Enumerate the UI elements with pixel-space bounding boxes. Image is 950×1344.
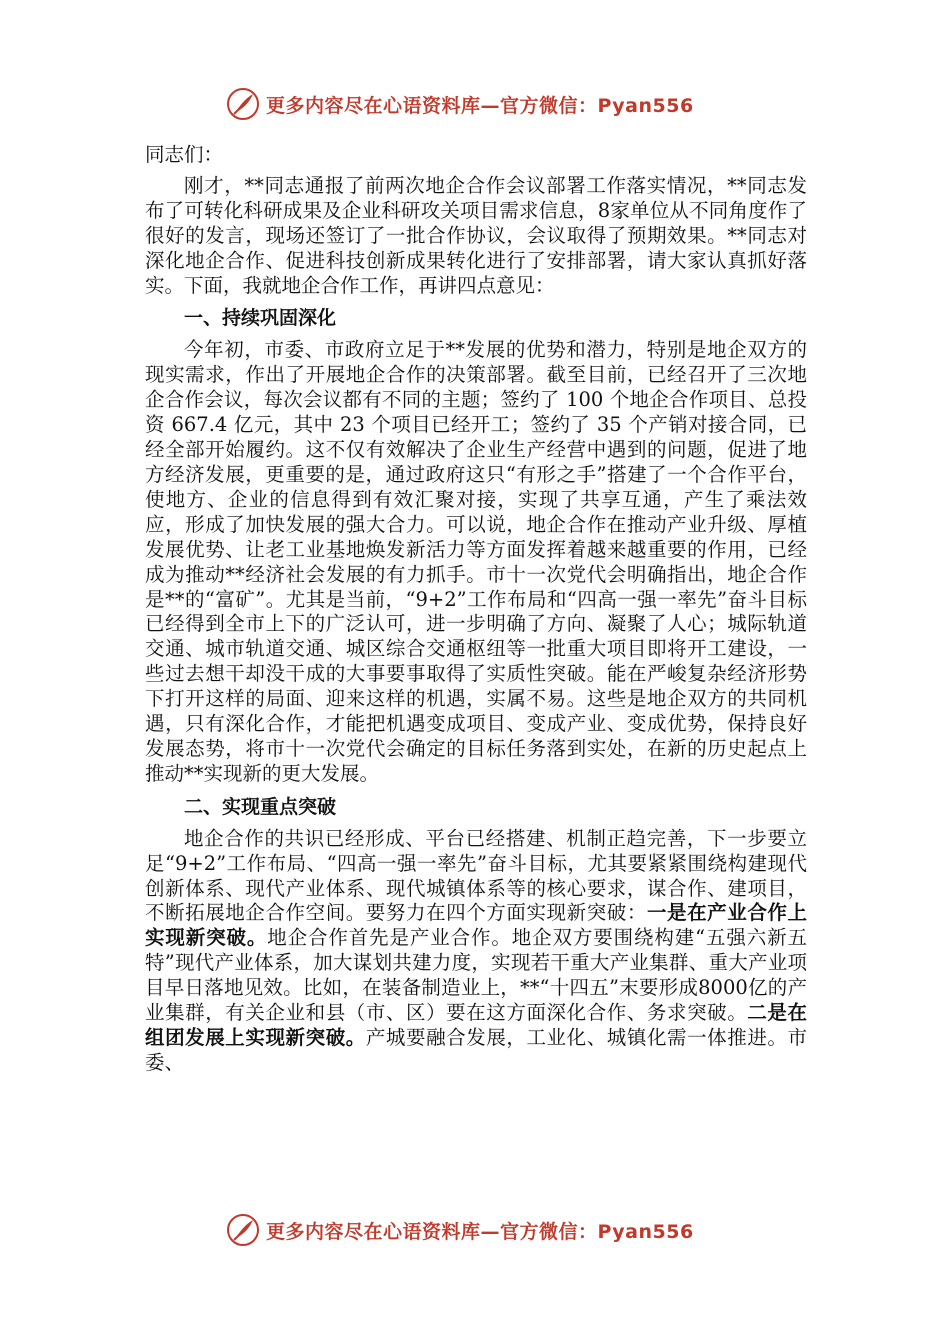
document-body — [145, 143, 807, 1082]
section-2-paragraph — [145, 827, 807, 1076]
salutation: 同志们： — [145, 143, 224, 166]
intro-paragraph: 刚才，**同志通报了前两次地企合作会议部署工作落实情况，**同志发布了可转化科研成果及企业科研攻关项目需求信息，8家单位从不同角度作了很好的发言，现场还签订了一批合作协议，会议取得了预期效果。**同志对深化地企合作、促进科技创新成果转化进行了安排部署，请大家认真抓好落实。下面，我就地企合作工作，再讲四点意见： — [145, 173, 807, 297]
section-1-paragraph: 今年初，市委、市政府立足于**发展的优势和潜力，特别是地企双方的现实需求，作出了开展地企合作的决策部署。截至目前，已经召开了三次地企合作会议，每次会议都有不同的主题；签约了 100 个地企合作项目、总投资 667.4 亿元，其中 23 个项目已经开工；签约了 35 个产销对接合同，已经全部开始履约。这不仅有效解决了企业生产经营中遇到的问题，促进了地方经济发展，更重要的是，通过政府这只“有形之手”搭建了一个合作平台，使地方、企业的信息得到有效汇聚对接，实现了共享互通，产生了乘法效应，形成了加快发展的强大合力。可以说，地企合作在推动产业升级、厚植发展优势、让老工业基地焕发新活力等方面发挥着越来越重要的作用，已经成为推动**经济社会发展的有力抓手。市十一次党代会明确指出，地企合作是**的“富矿”。尤其是当前，“9+2”工作布局和“四高一强一率先”奋斗目标已经得到全市上下的广泛认可，进一步明确了方向、凝聚了人心；城际轨道交通、城市轨道交通、城区综合交通枢纽等一批重大项目即将开工建设，一些过去想干却没干成的大事要事取得了实质性突破。能在严峻复杂经济形势下打开这样的局面、迎来这样的机遇，实属不易。这些是地企双方的共同机遇，只有深化合作，才能把机遇变成项目、变成产业、变成优势，保持良好发展态势，将市十一次党代会确定的目标任务落到实处，在新的历史起点上推动**实现新的更大发展。 — [145, 338, 807, 785]
watermark-text: 更多内容尽在心语资料库—官方微信：Pyan556 — [266, 94, 694, 117]
section-heading-1: 一、持续巩固深化 — [184, 307, 337, 330]
section-2-bold-point-2: 二是在组团发展上实现新突破。 — [145, 1001, 807, 1049]
feather-pen-logo-icon — [226, 87, 260, 121]
section-2-text-c: 产城要融合发展，工业化、城镇化需一体推进。市委、 — [145, 1026, 807, 1074]
footer-watermark-banner — [226, 1210, 746, 1250]
section-2-text-b: 地企合作首先是产业合作。地企双方要围绕构建“五强六新五特”现代产业体系，加大谋划共建力度，实现若干重大产业集群、重大产业项目早日落地见效。比如，在装备制造业上，**“十四五”末要形成8000亿的产业集群，有关企业和县（市、区）要在这方面深化合作、务求突破。 — [145, 926, 807, 1025]
feather-pen-logo-icon — [226, 1213, 260, 1247]
section-2-text-a: 地企合作的共识已经形成、平台已经搭建、机制正趋完善，下一步要立足“9+2”工作布局、“四高一强一率先”奋斗目标，尤其要紧紧围绕构建现代创新体系、现代产业体系、现代城镇体系等的核心要求，谋合作、建项目，不断拓展地企合作空间。要努力在四个方面实现新突破： — [145, 826, 807, 925]
section-2-bold-point-1: 一是在产业合作上实现新突破。 — [145, 901, 807, 950]
header-watermark-banner — [226, 84, 746, 124]
watermark-text: 更多内容尽在心语资料库—官方微信：Pyan556 — [266, 1220, 694, 1243]
section-heading-2: 二、实现重点突破 — [184, 795, 337, 818]
